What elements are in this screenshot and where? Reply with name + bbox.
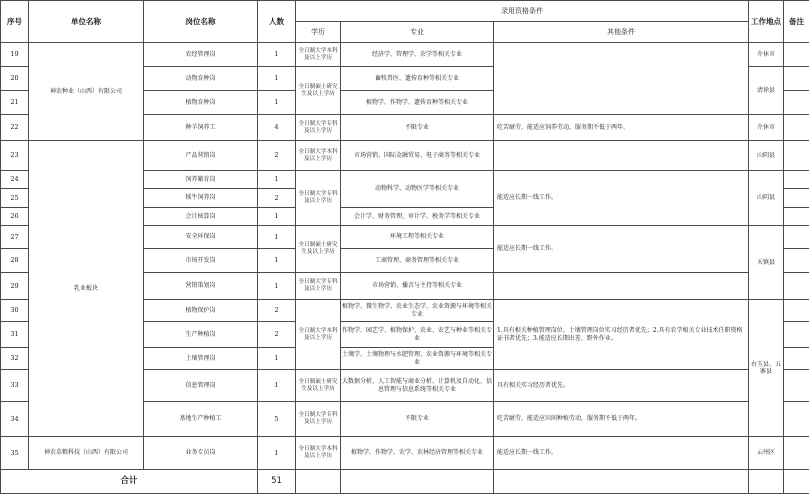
remark-cell	[784, 370, 809, 402]
seq-cell: 30	[1, 300, 29, 322]
seq-cell: 19	[1, 43, 29, 67]
remark-cell	[784, 402, 809, 437]
other-cell: 能适应长期一线工作。	[494, 171, 749, 226]
seq-cell: 27	[1, 226, 29, 249]
position-cell: 信息管理岗	[144, 370, 258, 402]
total-row	[1, 470, 809, 494]
remark-cell	[784, 300, 809, 322]
major-cell: 植物学、作物学、农学、农林经济管理等相关专业	[341, 437, 494, 470]
position-cell: 业务专员岗	[144, 437, 258, 470]
education-cell: 全日制大学专科及以上学历	[296, 273, 341, 300]
major-cell: 工商管理、商务管理等相关专业	[341, 249, 494, 273]
major-cell: 动物科学、动物医学等相关专业	[341, 171, 494, 208]
other-cell: 吃苦耐劳，能适应田间种植劳动，服务期不低于两年。	[494, 402, 749, 437]
location-cell: 云州区	[749, 437, 784, 470]
seq-cell: 35	[1, 437, 29, 470]
education-cell: 全日制大学本科及以上学历	[296, 300, 341, 370]
location-cell: 右玉县、五寨县	[749, 300, 784, 437]
header-education: 学历	[296, 22, 341, 43]
remark-cell	[784, 437, 809, 470]
position-cell: 基地生产种植工	[144, 402, 258, 437]
location-cell: 介休市	[749, 115, 784, 141]
location-cell: 清徐县	[749, 67, 784, 115]
education-cell: 全日制大学专科及以上学历	[296, 171, 341, 226]
total-value: 51	[258, 470, 296, 494]
major-cell: 土壤学、土壤物理与水肥管理、农业资源与环境等相关专业	[341, 348, 494, 370]
major-cell: 市场营销、播音与主持等相关专业	[341, 273, 494, 300]
major-cell: 会计学、财务管理、审计学、税务学等相关专业	[341, 208, 494, 226]
major-cell: 市场营销、国际金融贸易、电子商务等相关专业	[341, 141, 494, 171]
position-cell: 动物育种岗	[144, 67, 258, 91]
total-empty	[784, 470, 809, 494]
total-empty	[296, 470, 341, 494]
header-seq: 序号	[1, 1, 29, 43]
header-count: 人数	[258, 1, 296, 43]
seq-cell: 32	[1, 348, 29, 370]
header-major: 专业	[341, 22, 494, 43]
count-cell: 1	[258, 370, 296, 402]
count-cell: 1	[258, 208, 296, 226]
position-cell: 植物育种岗	[144, 91, 258, 115]
position-cell: 产品营销岗	[144, 141, 258, 171]
education-cell: 全日制硕士研究生及以上学历	[296, 370, 341, 402]
position-cell: 营销策划岗	[144, 273, 258, 300]
count-cell: 1	[258, 226, 296, 249]
position-cell: 饲养繁育岗	[144, 171, 258, 189]
seq-cell: 23	[1, 141, 29, 171]
remark-cell	[784, 249, 809, 273]
seq-cell: 29	[1, 273, 29, 300]
major-cell: 不限专业	[341, 402, 494, 437]
count-cell: 4	[258, 115, 296, 141]
education-cell: 全日制大学本科及以上学历	[296, 43, 341, 67]
major-cell: 环境工程等相关专业	[341, 226, 494, 249]
table-row	[1, 141, 809, 171]
other-cell: 1.具有相关种植管理岗位、土壤管理岗位实习经历者优先；2.具有农学相关专业技术任职资格证书者优先；3.能适应长期出差、野外作业。	[494, 300, 749, 370]
header-unit: 单位名称	[29, 1, 144, 43]
location-cell: 山阴县	[749, 141, 784, 171]
position-cell: 安全环保岗	[144, 226, 258, 249]
unit-cell: 神农种业（山西）有限公司	[29, 43, 144, 141]
remark-cell	[784, 171, 809, 189]
major-cell: 作物学、园艺学、植物保护、农业、农艺与种业等相关专业	[341, 322, 494, 348]
location-cell: 介休市	[749, 43, 784, 67]
header-other: 其他条件	[494, 22, 749, 43]
remark-cell	[784, 43, 809, 67]
position-cell: 农经管理岗	[144, 43, 258, 67]
remark-cell	[784, 208, 809, 226]
total-label: 合计	[1, 470, 258, 494]
seq-cell: 28	[1, 249, 29, 273]
count-cell: 1	[258, 437, 296, 470]
education-cell: 全日制大学专科及以上学历	[296, 402, 341, 437]
remark-cell	[784, 141, 809, 171]
major-cell: 经济学、管理学、农学等相关专业	[341, 43, 494, 67]
major-cell: 大数据分析、人工智能与商业分析、计算机及自动化、信息管理与信息系统等相关专业	[341, 370, 494, 402]
seq-cell: 25	[1, 189, 29, 208]
count-cell: 1	[258, 348, 296, 370]
major-cell: 畜牧兽医、遗传育种等相关专业	[341, 67, 494, 91]
header-location: 工作地点	[749, 1, 784, 43]
remark-cell	[784, 115, 809, 141]
total-empty	[494, 470, 749, 494]
education-cell: 全日制大学专科及以上学历	[296, 115, 341, 141]
count-cell: 1	[258, 249, 296, 273]
position-cell: 会计核算岗	[144, 208, 258, 226]
other-cell: 能适应长期一线工作。	[494, 437, 749, 470]
count-cell: 1	[258, 273, 296, 300]
location-cell: 天镇县	[749, 226, 784, 300]
major-cell: 不限专业	[341, 115, 494, 141]
seq-cell: 26	[1, 208, 29, 226]
count-cell: 2	[258, 300, 296, 322]
remark-cell	[784, 348, 809, 370]
position-cell: 市场开发岗	[144, 249, 258, 273]
header-conditions: 录用资格条件	[296, 1, 749, 22]
count-cell: 1	[258, 91, 296, 115]
seq-cell: 21	[1, 91, 29, 115]
seq-cell: 24	[1, 171, 29, 189]
remark-cell	[784, 67, 809, 91]
education-cell: 全日制硕士研究生及以上学历	[296, 67, 341, 115]
major-cell: 植物学、作物学、遗传育种等相关专业	[341, 91, 494, 115]
table-row	[1, 437, 809, 470]
position-cell: 生产种植岗	[144, 322, 258, 348]
remark-cell	[784, 91, 809, 115]
unit-cell: 乳业板块	[29, 141, 144, 437]
major-cell: 植物学、微生物学、农业生态学、农业资源与环境等相关专业	[341, 300, 494, 322]
count-cell: 1	[258, 67, 296, 91]
total-empty	[341, 470, 494, 494]
header-remark: 备注	[784, 1, 809, 43]
table-row	[1, 43, 809, 67]
count-cell: 1	[258, 43, 296, 67]
seq-cell: 34	[1, 402, 29, 437]
other-cell	[494, 141, 749, 171]
remark-cell	[784, 322, 809, 348]
total-empty	[749, 470, 784, 494]
count-cell: 5	[258, 402, 296, 437]
other-cell: 具有相关实习经历者优先。	[494, 370, 749, 402]
position-cell: 植物保护岗	[144, 300, 258, 322]
education-cell: 全日制大学本科及以上学历	[296, 437, 341, 470]
remark-cell	[784, 273, 809, 300]
education-cell: 全日制硕士研究生及以上学历	[296, 226, 341, 273]
other-cell	[494, 273, 749, 300]
other-cell: 能适应长期一线工作。	[494, 226, 749, 273]
seq-cell: 20	[1, 67, 29, 91]
remark-cell	[784, 226, 809, 249]
position-cell: 种羊饲养工	[144, 115, 258, 141]
count-cell: 1	[258, 171, 296, 189]
header-position: 岗位名称	[144, 1, 258, 43]
position-cell: 土壤管理岗	[144, 348, 258, 370]
count-cell: 2	[258, 322, 296, 348]
count-cell: 2	[258, 141, 296, 171]
education-cell: 全日制大学本科及以上学历	[296, 141, 341, 171]
other-cell: 吃苦耐劳，能适应饲养劳动，服务期不低于两年。	[494, 115, 749, 141]
location-cell: 山阴县	[749, 171, 784, 226]
seq-cell: 33	[1, 370, 29, 402]
other-cell	[494, 43, 749, 115]
position-cell: 犊牛饲养岗	[144, 189, 258, 208]
seq-cell: 22	[1, 115, 29, 141]
unit-cell: 神农草粮科技（山西）有限公司	[29, 437, 144, 470]
count-cell: 2	[258, 189, 296, 208]
remark-cell	[784, 189, 809, 208]
seq-cell: 31	[1, 322, 29, 348]
